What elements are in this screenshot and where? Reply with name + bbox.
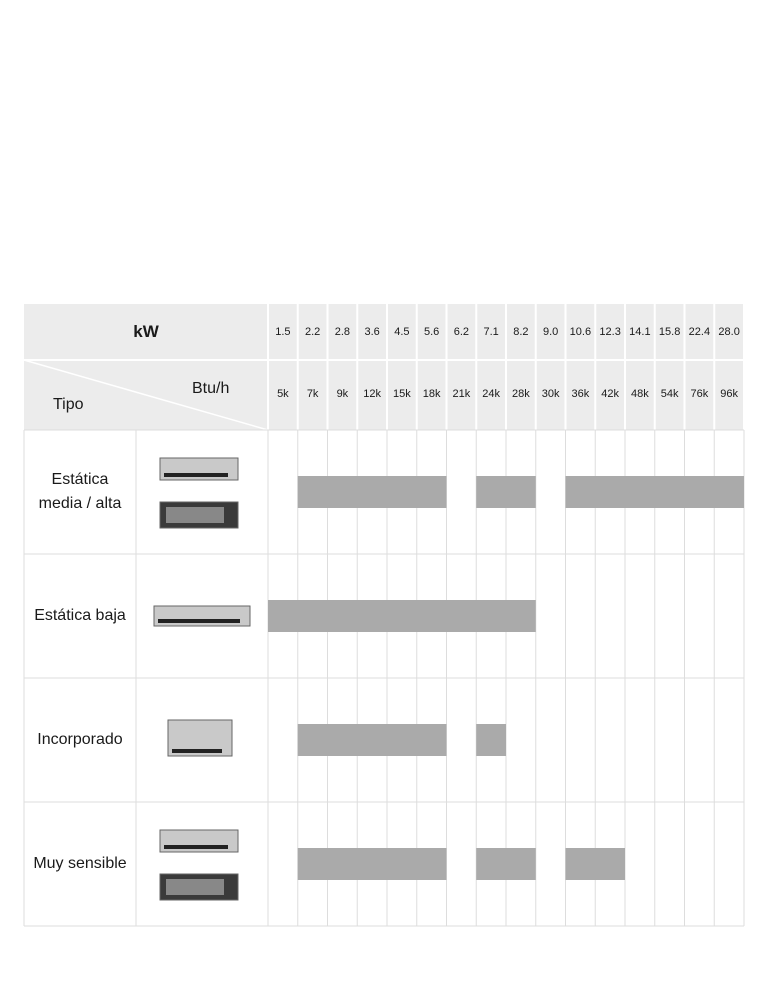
unit-image [160, 830, 238, 852]
btu-tick-label: 76k [690, 388, 709, 400]
btu-label: Btu/h [192, 380, 230, 397]
row-label: Estática baja [34, 607, 126, 624]
btu-tick-label: 18k [422, 388, 441, 400]
btu-tick-label: 21k [452, 388, 471, 400]
capacity-bar [476, 476, 536, 508]
capacity-bar [298, 724, 447, 756]
row-label: Muy sensible [33, 855, 127, 872]
capacity-bar [268, 600, 536, 632]
btu-tick-label: 48k [631, 388, 649, 400]
kw-label: kW [133, 322, 159, 341]
btu-tick-label: 36k [571, 388, 590, 400]
row-label: Estática media / alta [38, 471, 122, 512]
btu-tick-label: 28k [512, 388, 530, 400]
kw-tick-label: 4.5 [394, 326, 410, 338]
unit-image [160, 502, 238, 528]
unit-image [160, 458, 238, 480]
unit-image [168, 720, 232, 756]
btu-tick-label: 30k [541, 388, 560, 400]
btu-tick-label: 96k [720, 388, 738, 400]
btu-tick-label: 5k [277, 388, 289, 400]
capacity-bar [298, 476, 447, 508]
row-label: Incorporado [37, 731, 123, 748]
btu-tick-label: 9k [336, 388, 349, 400]
kw-tick-label: 6.2 [453, 326, 470, 338]
kw-tick-label: 28.0 [718, 326, 740, 338]
kw-tick-label: 7.1 [483, 326, 499, 338]
kw-tick-label: 22.4 [688, 326, 711, 338]
kw-tick-label: 3.6 [364, 326, 380, 338]
kw-tick-label: 2.2 [304, 326, 321, 338]
kw-tick-label: 1.5 [275, 326, 291, 338]
capacity-bar [566, 848, 626, 880]
capacity-bar [476, 848, 536, 880]
btu-tick-label: 42k [601, 388, 619, 400]
kw-tick-label: 5.6 [423, 326, 440, 338]
capacity-bar [566, 476, 745, 508]
btu-tick-label: 15k [393, 388, 411, 400]
kw-tick-label: 2.8 [334, 326, 351, 338]
kw-tick-label: 10.6 [569, 326, 592, 338]
btu-tick-label: 12k [363, 388, 381, 400]
kw-tick-label: 15.8 [658, 326, 681, 338]
btu-tick-label: 24k [482, 388, 500, 400]
unit-image [154, 606, 250, 626]
capacity-bar [298, 848, 447, 880]
kw-tick-label: 9.0 [542, 326, 559, 338]
btu-tick-label: 54k [660, 388, 679, 400]
unit-image [160, 874, 238, 900]
kw-tick-label: 12.3 [599, 326, 621, 338]
kw-tick-label: 8.2 [513, 326, 529, 338]
btu-tick-label: 7k [306, 388, 319, 400]
tipo-label: Tipo [53, 396, 84, 413]
capacity-bar [476, 724, 506, 756]
kw-tick-label: 14.1 [629, 326, 651, 338]
